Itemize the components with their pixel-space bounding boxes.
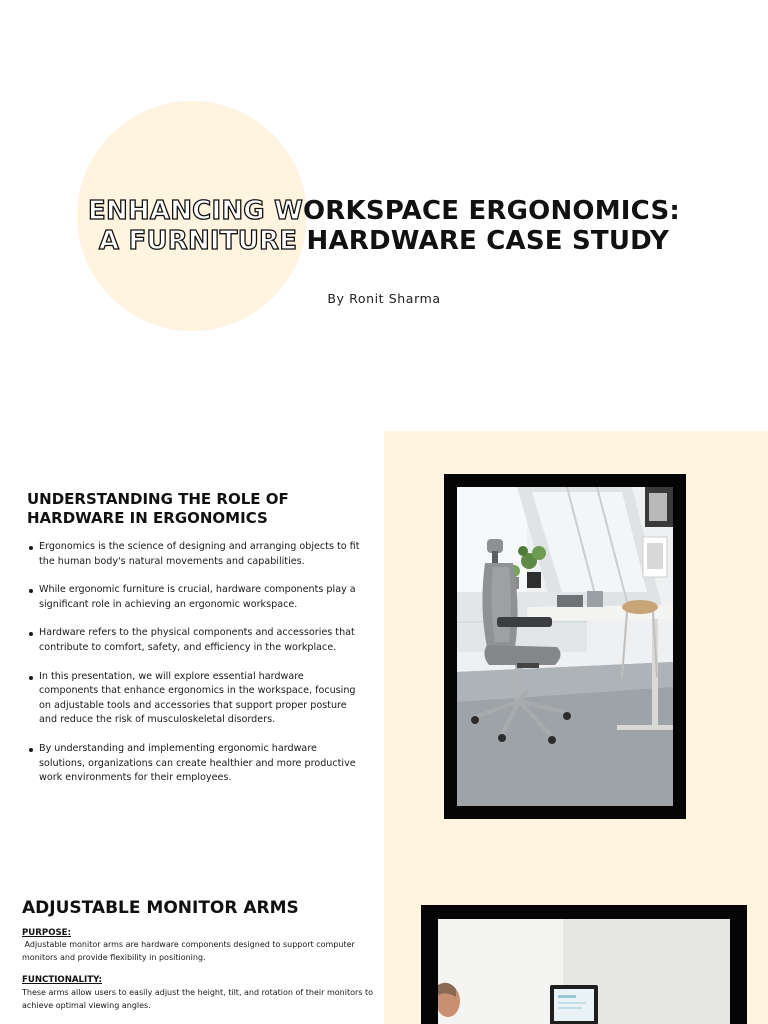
author-byline: By Ronit Sharma (327, 291, 441, 306)
role-section-heading: UNDERSTANDING THE ROLE OF HARDWARE IN ERGONOMICS (27, 490, 289, 527)
document-title (0, 196, 768, 256)
functionality-label: FUNCTIONALITY: (22, 975, 103, 985)
title-slide (0, 0, 768, 420)
purpose-label: PURPOSE: (22, 928, 71, 938)
role-bullet-list (27, 540, 362, 800)
bullet-dot (29, 748, 33, 752)
title-line-2 (0, 226, 768, 256)
bullet-dot (29, 632, 33, 636)
functionality-label-text: FUNCTIONALITY (22, 975, 99, 985)
purpose-label-text: PURPOSE (22, 928, 68, 938)
office-chair-photo (457, 487, 673, 806)
title-solid-part-2: HARDWARE CASE STUDY (306, 226, 670, 256)
bullet-text: By understanding and implementing ergonomic hardware solutions, organizations can create healthier and more productive work environments for their employees. (39, 742, 356, 784)
bullet-dot (29, 589, 33, 593)
bullet-dot (29, 546, 33, 550)
bullet-item (27, 626, 362, 655)
monitor-photo-frame (421, 905, 747, 1024)
bullet-item (27, 742, 362, 786)
title-line-1 (0, 196, 768, 226)
title-outline-part-2: A FURNITURE (98, 226, 307, 256)
title-solid-part-1: ORKSPACE ERGONOMICS: (302, 196, 680, 226)
bullet-text: While ergonomic furniture is crucial, hardware components play a significant role in achieving an ergonomic workspace. (39, 584, 356, 610)
purpose-text: Adjustable monitor arms are hardware components designed to support computer monitors and provide flexibility in positioning. (22, 940, 358, 962)
bullet-text: Ergonomics is the science of designing and arranging objects to fit the human body's natural movements and capabilities. (39, 541, 360, 567)
title-outline-part-1: ENHANCING W (88, 196, 303, 226)
bullet-text: In this presentation, we will explore essential hardware components that enhance ergonomics in the workspace, focusing on adjustable tools and accessories that support proper posture and reduce the risk of musculoskeletal disorders. (39, 670, 356, 726)
bullet-text: Hardware refers to the physical components and accessories that contribute to comfort, safety, and efficiency in the workplace. (39, 627, 355, 653)
monitor-photo (438, 919, 730, 1024)
functionality-text: These arms allow users to easily adjust the height, tilt, and rotation of their monitors to achieve optimal viewing angles. (22, 988, 374, 1010)
monitor-section-heading: ADJUSTABLE MONITOR ARMS (22, 898, 299, 918)
bullet-item (27, 670, 362, 728)
bullet-item (27, 540, 362, 569)
office-chair-photo-frame (444, 474, 686, 819)
bullet-dot (29, 676, 33, 680)
bullet-item (27, 583, 362, 612)
